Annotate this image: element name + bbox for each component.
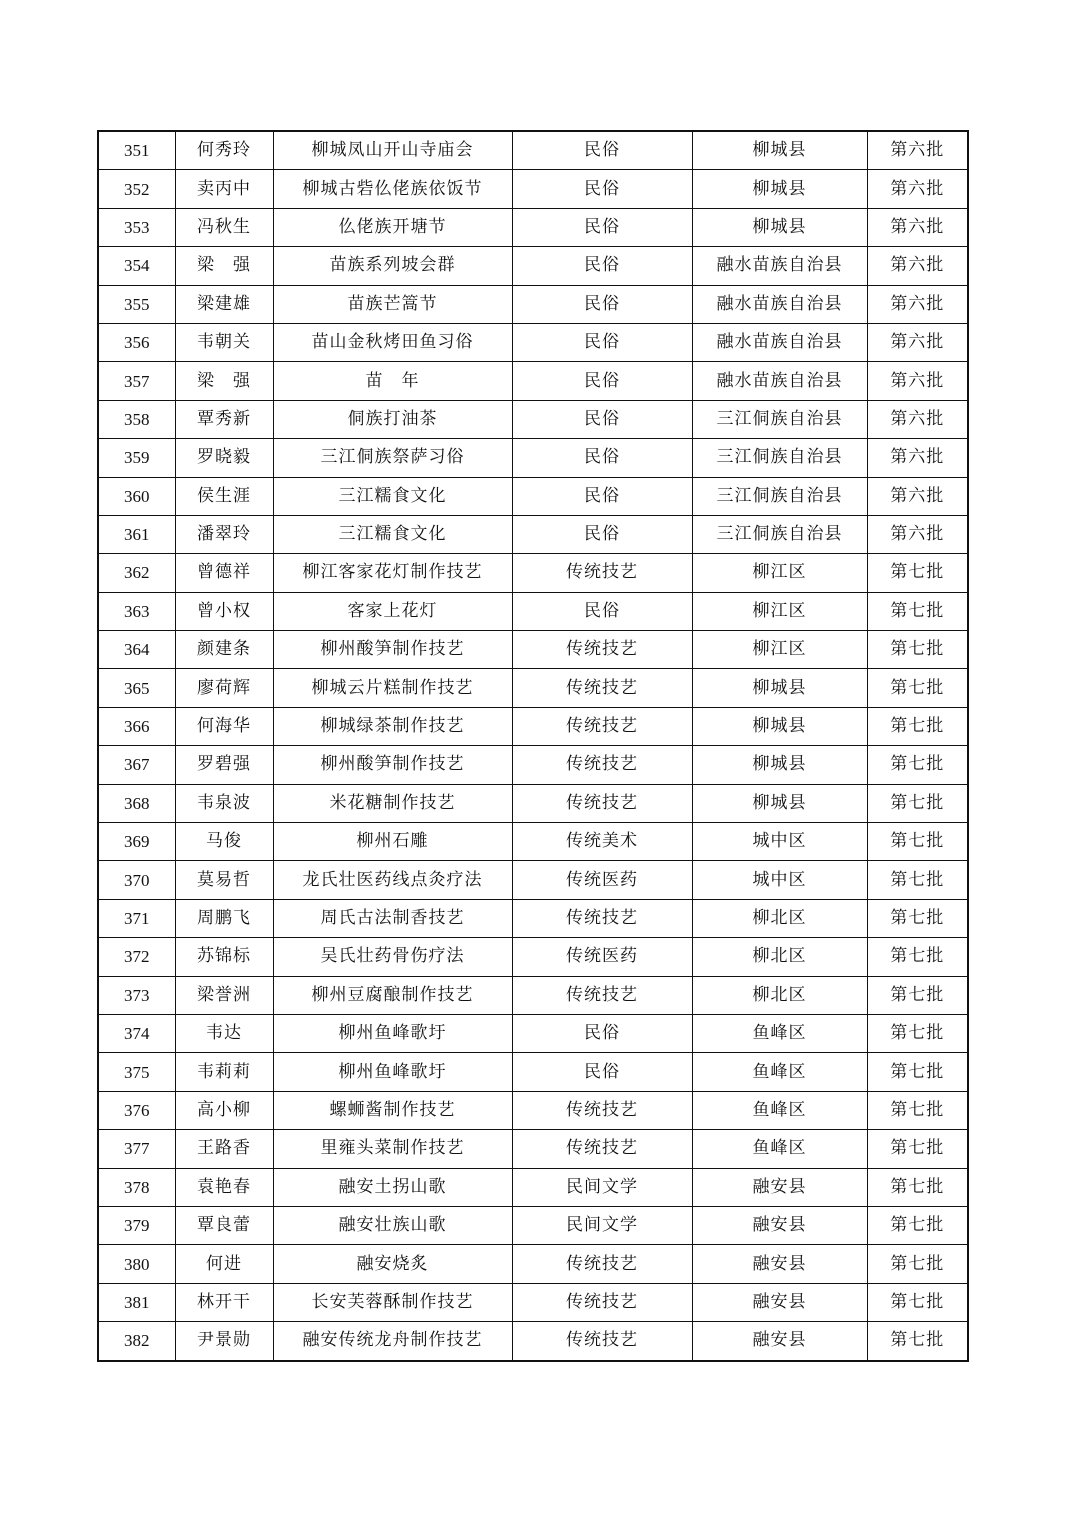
cell-category: 民俗 xyxy=(512,323,692,361)
cell-inheritor-name: 廖荷辉 xyxy=(175,669,273,707)
table-row xyxy=(98,1130,968,1168)
cell-category: 传统技艺 xyxy=(512,784,692,822)
cell-area: 三江侗族自治县 xyxy=(692,515,867,553)
table-row xyxy=(98,631,968,669)
cell-area: 融水苗族自治县 xyxy=(692,362,867,400)
cell-heritage-item: 柳州酸笋制作技艺 xyxy=(273,631,512,669)
cell-inheritor-name: 曾小权 xyxy=(175,592,273,630)
cell-heritage-item: 柳州鱼峰歌圩 xyxy=(273,1053,512,1091)
cell-heritage-item: 柳城绿茶制作技艺 xyxy=(273,707,512,745)
table-row xyxy=(98,1168,968,1206)
cell-heritage-item: 苗山金秋烤田鱼习俗 xyxy=(273,323,512,361)
cell-number: 375 xyxy=(98,1053,175,1091)
cell-inheritor-name: 莫易哲 xyxy=(175,861,273,899)
cell-area: 柳城县 xyxy=(692,170,867,208)
cell-number: 372 xyxy=(98,938,175,976)
cell-number: 356 xyxy=(98,323,175,361)
table-row xyxy=(98,323,968,361)
cell-category: 传统技艺 xyxy=(512,976,692,1014)
cell-heritage-item: 柳州石雕 xyxy=(273,823,512,861)
cell-inheritor-name: 覃良蕾 xyxy=(175,1206,273,1244)
table-row xyxy=(98,477,968,515)
cell-inheritor-name: 罗晓毅 xyxy=(175,439,273,477)
cell-category: 传统医药 xyxy=(512,938,692,976)
cell-heritage-item: 三江侗族祭萨习俗 xyxy=(273,439,512,477)
cell-batch: 第七批 xyxy=(867,1322,968,1361)
cell-area: 柳城县 xyxy=(692,784,867,822)
table-row xyxy=(98,131,968,170)
cell-batch: 第六批 xyxy=(867,515,968,553)
cell-category: 传统技艺 xyxy=(512,1245,692,1283)
cell-area: 柳江区 xyxy=(692,592,867,630)
cell-heritage-item: 柳州鱼峰歌圩 xyxy=(273,1014,512,1052)
cell-category: 传统技艺 xyxy=(512,631,692,669)
cell-area: 三江侗族自治县 xyxy=(692,439,867,477)
cell-heritage-item: 侗族打油茶 xyxy=(273,400,512,438)
cell-inheritor-name: 袁艳春 xyxy=(175,1168,273,1206)
cell-heritage-item: 吴氏壮药骨伤疗法 xyxy=(273,938,512,976)
cell-category: 传统技艺 xyxy=(512,1283,692,1321)
cell-batch: 第六批 xyxy=(867,285,968,323)
cell-area: 鱼峰区 xyxy=(692,1091,867,1129)
cell-heritage-item: 柳城云片糕制作技艺 xyxy=(273,669,512,707)
cell-number: 351 xyxy=(98,131,175,170)
cell-heritage-item: 柳州豆腐酿制作技艺 xyxy=(273,976,512,1014)
cell-category: 传统技艺 xyxy=(512,1091,692,1129)
cell-number: 377 xyxy=(98,1130,175,1168)
cell-area: 三江侗族自治县 xyxy=(692,400,867,438)
cell-area: 柳城县 xyxy=(692,131,867,170)
cell-heritage-item: 龙氏壮医药线点灸疗法 xyxy=(273,861,512,899)
cell-category: 民俗 xyxy=(512,515,692,553)
cell-heritage-item: 三江糯食文化 xyxy=(273,515,512,553)
cell-batch: 第七批 xyxy=(867,861,968,899)
cell-inheritor-name: 韦朝关 xyxy=(175,323,273,361)
cell-category: 民俗 xyxy=(512,592,692,630)
cell-category: 民俗 xyxy=(512,285,692,323)
cell-inheritor-name: 韦泉波 xyxy=(175,784,273,822)
table-row xyxy=(98,1014,968,1052)
cell-inheritor-name: 高小柳 xyxy=(175,1091,273,1129)
cell-batch: 第七批 xyxy=(867,1130,968,1168)
cell-heritage-item: 里雍头菜制作技艺 xyxy=(273,1130,512,1168)
cell-batch: 第七批 xyxy=(867,1245,968,1283)
cell-area: 城中区 xyxy=(692,861,867,899)
cell-number: 373 xyxy=(98,976,175,1014)
cell-batch: 第六批 xyxy=(867,477,968,515)
cell-category: 民俗 xyxy=(512,208,692,246)
cell-inheritor-name: 侯生涯 xyxy=(175,477,273,515)
cell-number: 379 xyxy=(98,1206,175,1244)
cell-batch: 第六批 xyxy=(867,247,968,285)
table-body xyxy=(98,131,968,1361)
cell-number: 382 xyxy=(98,1322,175,1361)
cell-category: 民俗 xyxy=(512,170,692,208)
cell-number: 376 xyxy=(98,1091,175,1129)
cell-area: 柳城县 xyxy=(692,707,867,745)
cell-number: 380 xyxy=(98,1245,175,1283)
cell-inheritor-name: 冯秋生 xyxy=(175,208,273,246)
cell-batch: 第七批 xyxy=(867,1168,968,1206)
table-row xyxy=(98,1322,968,1361)
cell-number: 352 xyxy=(98,170,175,208)
cell-inheritor-name: 何进 xyxy=(175,1245,273,1283)
cell-area: 柳江区 xyxy=(692,631,867,669)
cell-inheritor-name: 覃秀新 xyxy=(175,400,273,438)
cell-area: 柳城县 xyxy=(692,669,867,707)
cell-heritage-item: 苗 年 xyxy=(273,362,512,400)
cell-batch: 第七批 xyxy=(867,707,968,745)
table-row xyxy=(98,400,968,438)
cell-category: 民俗 xyxy=(512,362,692,400)
cell-inheritor-name: 卖丙中 xyxy=(175,170,273,208)
cell-batch: 第七批 xyxy=(867,669,968,707)
cell-category: 民俗 xyxy=(512,400,692,438)
cell-category: 民俗 xyxy=(512,439,692,477)
cell-category: 民俗 xyxy=(512,131,692,170)
cell-number: 360 xyxy=(98,477,175,515)
cell-inheritor-name: 韦莉莉 xyxy=(175,1053,273,1091)
cell-batch: 第七批 xyxy=(867,1091,968,1129)
cell-number: 365 xyxy=(98,669,175,707)
table-row xyxy=(98,170,968,208)
cell-inheritor-name: 马俊 xyxy=(175,823,273,861)
cell-number: 363 xyxy=(98,592,175,630)
cell-inheritor-name: 颜建条 xyxy=(175,631,273,669)
table-row xyxy=(98,1283,968,1321)
cell-area: 融水苗族自治县 xyxy=(692,285,867,323)
cell-heritage-item: 苗族系列坡会群 xyxy=(273,247,512,285)
cell-inheritor-name: 梁 强 xyxy=(175,247,273,285)
cell-number: 357 xyxy=(98,362,175,400)
cell-area: 三江侗族自治县 xyxy=(692,477,867,515)
cell-inheritor-name: 何秀玲 xyxy=(175,131,273,170)
cell-category: 民俗 xyxy=(512,1053,692,1091)
table-row xyxy=(98,247,968,285)
cell-area: 柳北区 xyxy=(692,976,867,1014)
cell-number: 362 xyxy=(98,554,175,592)
cell-inheritor-name: 何海华 xyxy=(175,707,273,745)
table-row xyxy=(98,976,968,1014)
cell-number: 354 xyxy=(98,247,175,285)
table-row xyxy=(98,1091,968,1129)
cell-number: 369 xyxy=(98,823,175,861)
table-row xyxy=(98,823,968,861)
cell-heritage-item: 柳江客家花灯制作技艺 xyxy=(273,554,512,592)
cell-heritage-item: 螺蛳酱制作技艺 xyxy=(273,1091,512,1129)
cell-number: 355 xyxy=(98,285,175,323)
cell-category: 传统医药 xyxy=(512,861,692,899)
table-row xyxy=(98,554,968,592)
cell-inheritor-name: 王路香 xyxy=(175,1130,273,1168)
cell-batch: 第七批 xyxy=(867,631,968,669)
cell-batch: 第七批 xyxy=(867,899,968,937)
cell-batch: 第六批 xyxy=(867,131,968,170)
table-row xyxy=(98,592,968,630)
cell-number: 359 xyxy=(98,439,175,477)
cell-batch: 第七批 xyxy=(867,1206,968,1244)
cell-category: 传统技艺 xyxy=(512,707,692,745)
cell-inheritor-name: 罗碧强 xyxy=(175,746,273,784)
cell-batch: 第七批 xyxy=(867,784,968,822)
cell-heritage-item: 客家上花灯 xyxy=(273,592,512,630)
table-row xyxy=(98,1245,968,1283)
cell-category: 传统技艺 xyxy=(512,554,692,592)
cell-batch: 第七批 xyxy=(867,938,968,976)
cell-batch: 第七批 xyxy=(867,746,968,784)
cell-category: 传统美术 xyxy=(512,823,692,861)
cell-number: 358 xyxy=(98,400,175,438)
cell-inheritor-name: 韦达 xyxy=(175,1014,273,1052)
cell-heritage-item: 柳城古砦仫佬族依饭节 xyxy=(273,170,512,208)
cell-number: 371 xyxy=(98,899,175,937)
cell-area: 融水苗族自治县 xyxy=(692,247,867,285)
table-row xyxy=(98,938,968,976)
cell-number: 361 xyxy=(98,515,175,553)
cell-area: 柳城县 xyxy=(692,208,867,246)
table-row xyxy=(98,208,968,246)
cell-category: 民俗 xyxy=(512,477,692,515)
cell-inheritor-name: 林开干 xyxy=(175,1283,273,1321)
table-row xyxy=(98,515,968,553)
cell-area: 融安县 xyxy=(692,1206,867,1244)
cell-area: 融安县 xyxy=(692,1168,867,1206)
cell-category: 民间文学 xyxy=(512,1206,692,1244)
table-row xyxy=(98,707,968,745)
cell-inheritor-name: 尹景勋 xyxy=(175,1322,273,1361)
cell-heritage-item: 融安烧炙 xyxy=(273,1245,512,1283)
table-row xyxy=(98,1206,968,1244)
cell-area: 鱼峰区 xyxy=(692,1130,867,1168)
cell-category: 传统技艺 xyxy=(512,1130,692,1168)
cell-area: 融安县 xyxy=(692,1322,867,1361)
cell-batch: 第七批 xyxy=(867,823,968,861)
cell-category: 民间文学 xyxy=(512,1168,692,1206)
cell-area: 柳北区 xyxy=(692,899,867,937)
cell-area: 柳江区 xyxy=(692,554,867,592)
cell-area: 鱼峰区 xyxy=(692,1014,867,1052)
cell-area: 鱼峰区 xyxy=(692,1053,867,1091)
cell-heritage-item: 周氏古法制香技艺 xyxy=(273,899,512,937)
cell-area: 柳城县 xyxy=(692,746,867,784)
cell-heritage-item: 融安传统龙舟制作技艺 xyxy=(273,1322,512,1361)
table-row xyxy=(98,899,968,937)
cell-inheritor-name: 梁 强 xyxy=(175,362,273,400)
table-row xyxy=(98,362,968,400)
cell-inheritor-name: 梁誉洲 xyxy=(175,976,273,1014)
cell-number: 374 xyxy=(98,1014,175,1052)
cell-heritage-item: 长安芙蓉酥制作技艺 xyxy=(273,1283,512,1321)
cell-heritage-item: 融安壮族山歌 xyxy=(273,1206,512,1244)
cell-batch: 第六批 xyxy=(867,208,968,246)
cell-heritage-item: 苗族芒篙节 xyxy=(273,285,512,323)
cell-category: 民俗 xyxy=(512,1014,692,1052)
cell-inheritor-name: 曾德祥 xyxy=(175,554,273,592)
table-row xyxy=(98,439,968,477)
cell-heritage-item: 仫佬族开塘节 xyxy=(273,208,512,246)
cell-area: 融安县 xyxy=(692,1245,867,1283)
cell-number: 368 xyxy=(98,784,175,822)
cell-inheritor-name: 周鹏飞 xyxy=(175,899,273,937)
cell-number: 370 xyxy=(98,861,175,899)
cell-number: 367 xyxy=(98,746,175,784)
cell-number: 378 xyxy=(98,1168,175,1206)
cell-batch: 第七批 xyxy=(867,976,968,1014)
cell-category: 传统技艺 xyxy=(512,1322,692,1361)
cell-batch: 第七批 xyxy=(867,554,968,592)
cell-inheritor-name: 潘翠玲 xyxy=(175,515,273,553)
table-row xyxy=(98,285,968,323)
cell-category: 民俗 xyxy=(512,247,692,285)
cell-batch: 第七批 xyxy=(867,1283,968,1321)
cell-inheritor-name: 苏锦标 xyxy=(175,938,273,976)
cell-heritage-item: 柳城凤山开山寺庙会 xyxy=(273,131,512,170)
cell-category: 传统技艺 xyxy=(512,899,692,937)
cell-batch: 第七批 xyxy=(867,1014,968,1052)
table-row xyxy=(98,669,968,707)
cell-number: 366 xyxy=(98,707,175,745)
cell-batch: 第六批 xyxy=(867,439,968,477)
table-row xyxy=(98,784,968,822)
cell-heritage-item: 柳州酸笋制作技艺 xyxy=(273,746,512,784)
cell-batch: 第六批 xyxy=(867,400,968,438)
cell-batch: 第六批 xyxy=(867,362,968,400)
table-row xyxy=(98,861,968,899)
cell-area: 柳北区 xyxy=(692,938,867,976)
cell-number: 381 xyxy=(98,1283,175,1321)
cell-area: 融水苗族自治县 xyxy=(692,323,867,361)
cell-batch: 第六批 xyxy=(867,323,968,361)
cell-batch: 第七批 xyxy=(867,1053,968,1091)
cell-area: 城中区 xyxy=(692,823,867,861)
cell-batch: 第六批 xyxy=(867,170,968,208)
cell-area: 融安县 xyxy=(692,1283,867,1321)
cell-category: 传统技艺 xyxy=(512,669,692,707)
table-row xyxy=(98,1053,968,1091)
cell-heritage-item: 米花糖制作技艺 xyxy=(273,784,512,822)
cell-heritage-item: 三江糯食文化 xyxy=(273,477,512,515)
cell-batch: 第七批 xyxy=(867,592,968,630)
cell-category: 传统技艺 xyxy=(512,746,692,784)
heritage-inheritors-table xyxy=(97,130,969,1362)
cell-number: 364 xyxy=(98,631,175,669)
cell-number: 353 xyxy=(98,208,175,246)
cell-heritage-item: 融安土拐山歌 xyxy=(273,1168,512,1206)
table-row xyxy=(98,746,968,784)
cell-inheritor-name: 梁建雄 xyxy=(175,285,273,323)
